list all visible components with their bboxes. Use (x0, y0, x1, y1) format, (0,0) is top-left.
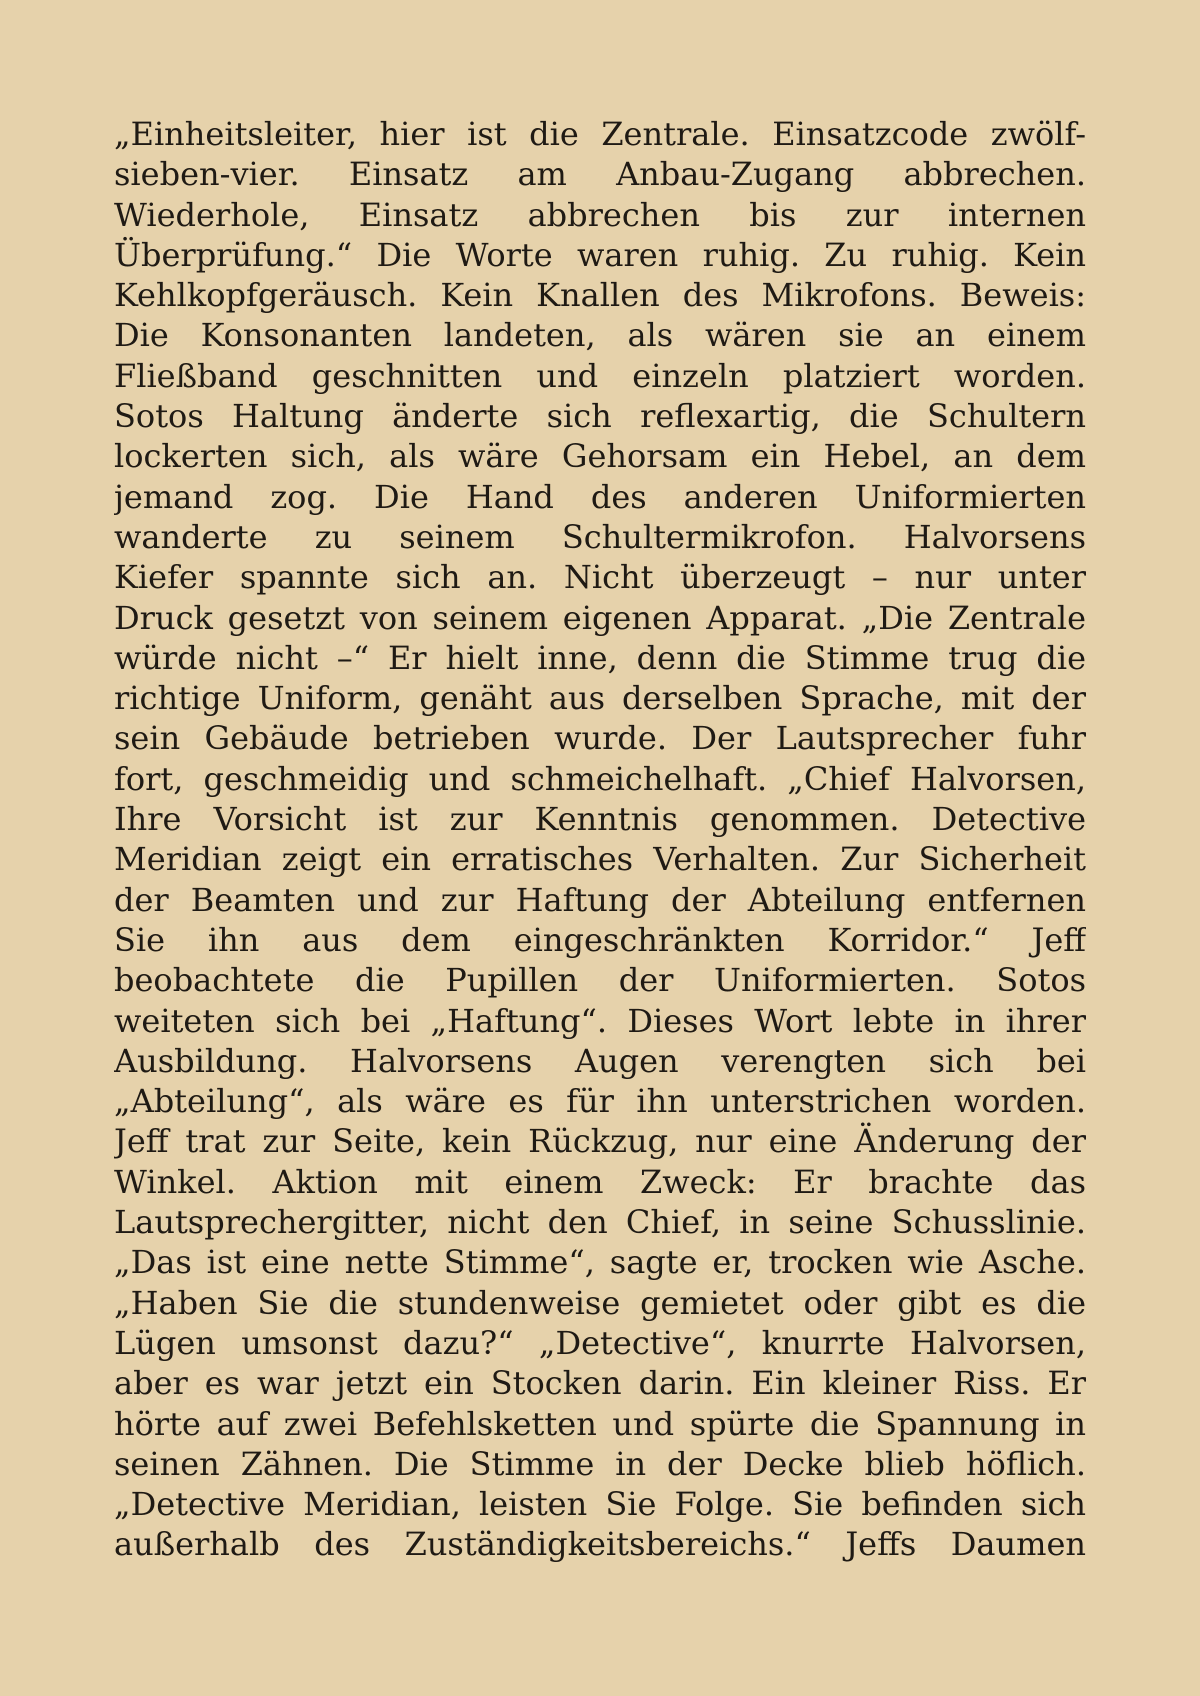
text-line: lockerten sich, als wäre Gehorsam ein Hebel, an dem (114, 437, 1086, 476)
text-line: weiteten sich bei „Haftung“. Dieses Wort lebte in ihrer (114, 1001, 1086, 1040)
text-line: sein Gebäude betrieben wurde. Der Lautsprecher fuhr (114, 719, 1086, 758)
text-line: sieben-vier. Einsatz am Anbau-Zugang abbrechen. (114, 155, 1086, 194)
body-text (114, 114, 1086, 1565)
text-line: hörte auf zwei Befehlsketten und spürte die Spannung in (114, 1404, 1086, 1443)
text-line: beobachtete die Pupillen der Uniformierten. Sotos (114, 961, 1086, 1000)
text-line: außerhalb des Zuständigkeitsbereichs.“ Jeffs Daumen (114, 1525, 1086, 1564)
text-line: der Beamten und zur Haftung der Abteilung entfernen (114, 880, 1086, 919)
text-line: Lügen umsonst dazu?“ „Detective“, knurrte Halvorsen, (114, 1323, 1086, 1362)
text-line: aber es war jetzt ein Stocken darin. Ein kleiner Riss. Er (114, 1364, 1086, 1403)
text-line: Druck gesetzt von seinem eigenen Apparat. „Die Zentrale (114, 598, 1086, 637)
book-page (114, 114, 1086, 1614)
text-line: Wiederhole, Einsatz abbrechen bis zur internen (114, 195, 1086, 234)
text-line: „Einheitsleiter, hier ist die Zentrale. Einsatzcode zwölf- (114, 115, 1086, 153)
text-line: „Haben Sie die stundenweise gemietet oder gibt es die (114, 1283, 1086, 1322)
text-line: „Das ist eine nette Stimme“, sagte er, trocken wie Asche. (114, 1243, 1086, 1282)
text-line: Jeff trat zur Seite, kein Rückzug, nur eine Änderung der (114, 1122, 1086, 1161)
text-line: Ausbildung. Halvorsens Augen verengten sich bei (114, 1041, 1086, 1080)
text-line: Winkel. Aktion mit einem Zweck: Er brachte das (114, 1162, 1086, 1201)
text-line: „Detective Meridian, leisten Sie Folge. Sie befinden sich (114, 1485, 1086, 1524)
text-line: „Abteilung“, als wäre es für ihn unterstrichen worden. (114, 1082, 1086, 1121)
text-line: Sotos Haltung änderte sich reflexartig, die Schultern (114, 397, 1086, 436)
text-line: Kehlkopfgeräusch. Kein Knallen des Mikrofons. Beweis: (114, 276, 1086, 315)
text-line: Kiefer spannte sich an. Nicht überzeugt – nur unter (114, 558, 1086, 597)
text-line: Fließband geschnitten und einzeln platziert worden. (114, 356, 1086, 395)
text-line: richtige Uniform, genäht aus derselben Sprache, mit der (114, 679, 1086, 718)
text-line: Überprüfung.“ Die Worte waren ruhig. Zu ruhig. Kein (114, 235, 1086, 274)
text-line: jemand zog. Die Hand des anderen Uniformierten (114, 477, 1086, 516)
text-line: Sie ihn aus dem eingeschränkten Korridor.“ Jeff (114, 920, 1086, 959)
text-line: würde nicht –“ Er hielt inne, denn die Stimme trug die (114, 638, 1086, 677)
text-line: Lautsprechergitter, nicht den Chief, in seine Schusslinie. (114, 1203, 1086, 1242)
text-line: Ihre Vorsicht ist zur Kenntnis genommen. Detective (114, 800, 1086, 839)
text-line: seinen Zähnen. Die Stimme in der Decke blieb höflich. (114, 1444, 1086, 1483)
text-line: Meridian zeigt ein erratisches Verhalten. Zur Sicherheit (114, 840, 1086, 879)
text-line: wanderte zu seinem Schultermikrofon. Halvorsens (114, 517, 1086, 556)
text-line: fort, geschmeidig und schmeichelhaft. „Chief Halvorsen, (114, 759, 1086, 798)
text-line: Die Konsonanten landeten, als wären sie an einem (114, 316, 1086, 355)
